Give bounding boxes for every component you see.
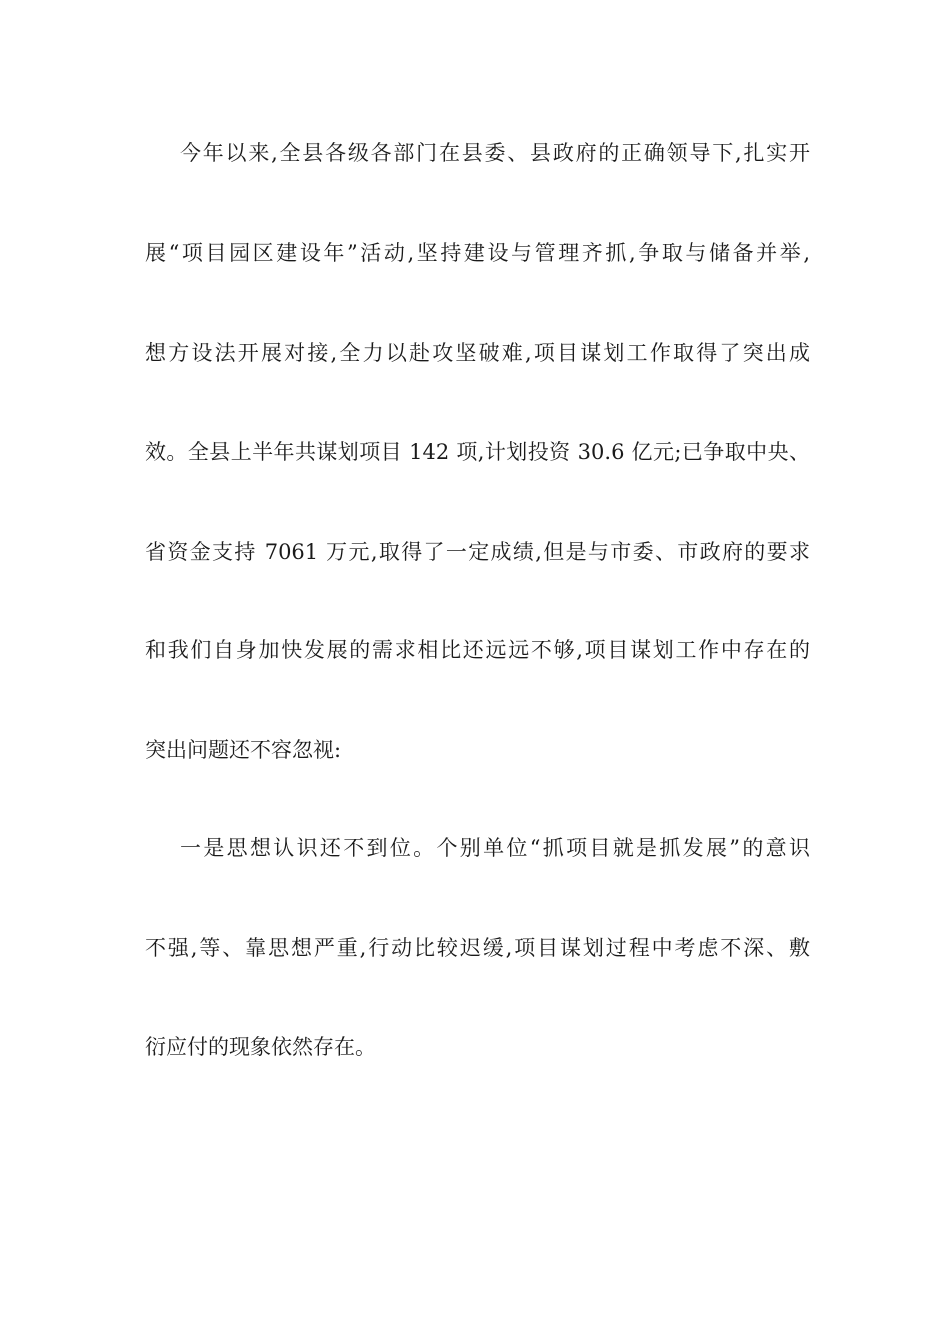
paragraph-2-line-1: 一是思想认识还不到位。个别单位“抓项目就是抓发展”的意识: [180, 836, 810, 860]
paragraph-2-line-3: 衍应付的现象依然存在。: [145, 1035, 376, 1059]
paragraph-1-line-1: 今年以来,全县各级各部门在县委、县政府的正确领导下,扎实开: [180, 141, 810, 165]
paragraph-1-line-2: 展“项目园区建设年”活动,坚持建设与管理齐抓,争取与储备并举,: [145, 241, 810, 265]
paragraph-2-line-2: 不强,等、靠思想严重,行动比较迟缓,项目谋划过程中考虑不深、敷: [145, 936, 810, 960]
paragraph-1-line-5: 省资金支持 7061 万元,取得了一定成绩,但是与市委、市政府的要求: [145, 540, 810, 564]
paragraph-1-line-6: 和我们自身加快发展的需求相比还远远不够,项目谋划工作中存在的: [145, 638, 810, 662]
paragraph-1-line-4: 效。全县上半年共谋划项目 142 项,计划投资 30.6 亿元;已争取中央、: [145, 440, 810, 464]
paragraph-1-line-7: 突出问题还不容忽视:: [145, 738, 342, 762]
paragraph-1-line-3: 想方设法开展对接,全力以赴攻坚破难,项目谋划工作取得了突出成: [145, 341, 810, 365]
